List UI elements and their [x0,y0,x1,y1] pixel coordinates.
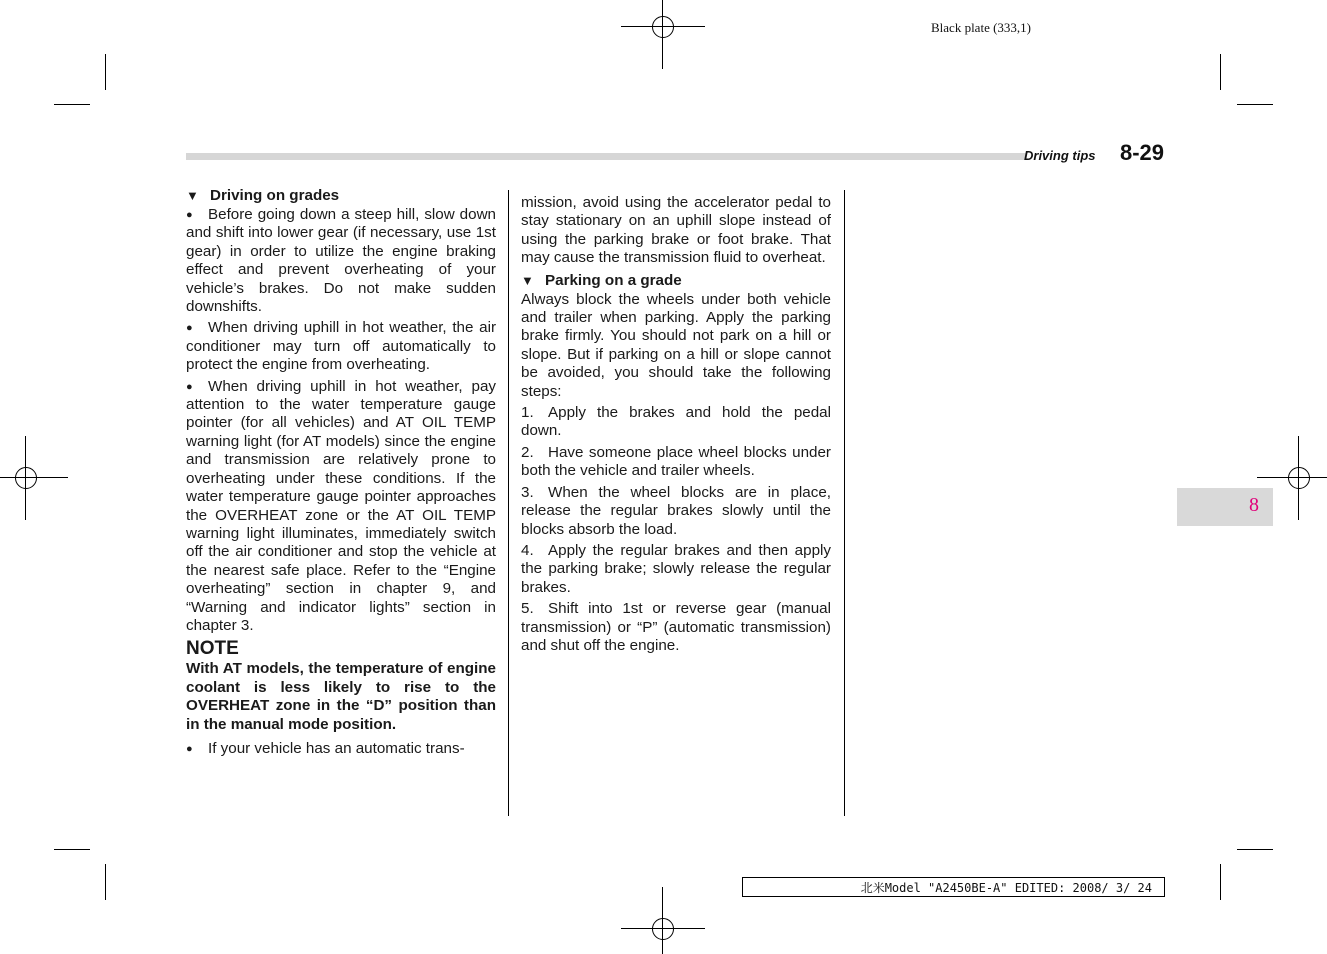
plate-label: Black plate (333,1) [931,20,1031,35]
section-heading-parking-on-a-grade: ▼ Parking on a grade [521,271,682,289]
page-number: 8-29 [1120,140,1165,165]
bullet-item: ● Before going down a steep hill, slow down and shift into lower gear (if necessary, use 1st gear) in order to utilize the engine braking effect and prevent overheating of your vehicle’s brakes. Do not make sudden downshifts. [186,206,496,316]
note-title: NOTE [186,638,239,660]
chapter-tab [1177,488,1273,526]
step-item: 3. When the wheel blocks are in place, release the regular brakes slowly until the blocks absorb the load. [521,483,831,538]
column-divider-1 [508,190,509,816]
column-2 [521,194,831,658]
bullet-item: ● If your vehicle has an automatic trans- [186,739,465,757]
registration-mark-top [621,0,705,69]
triangle-down-icon: ▼ [186,188,199,203]
crop-mark-br-v [1220,864,1221,900]
section-heading-driving-on-grades: ▼ Driving on grades [186,187,340,204]
crop-mark-br-h [1237,849,1273,850]
intro-paragraph: Always block the wheels under both vehicle and trailer when parking. Apply the parking brake firmly. You should not park on a hill or slope. But if parking on a hill or slope cannot be avoided, you should take the following steps: [521,290,831,400]
crop-mark-tr-h [1237,104,1273,105]
bullet-item: ● When driving uphill in hot weather, the air conditioner may turn off automatically to protect the engine from overheating. [186,319,496,374]
step-item: 4. Apply the regular brakes and then apply the parking brake; slowly release the regular brakes. [521,541,831,596]
header-section-title: Driving tips [1024,148,1096,163]
crop-mark-bl-v [105,864,106,900]
note-body: With AT models, the temperature of engine coolant is less likely to rise to the OVERHEAT zone in the “D” position than in the manual mode position. [186,660,496,733]
footer-text: 北米Model "A2450BE-A" EDITED: 2008/ 3/ 24 [860,881,1152,895]
registration-mark-left [0,436,68,520]
crop-mark-tr-v [1220,54,1221,90]
footer-edit-stamp [742,877,1165,897]
bullet-dot-icon: ● [186,380,193,393]
header-bar [186,153,1026,160]
column-1 [186,186,496,761]
registration-mark-bottom [621,887,705,954]
step-item: 2. Have someone place wheel blocks under both the vehicle and trailer wheels. [521,443,831,480]
crop-mark-tl-h [54,104,90,105]
bullet-dot-icon: ● [186,322,193,335]
continuation-paragraph: mission, avoid using the accelerator pedal to stay stationary on an uphill slope instead of using the parking brake or foot brake. That may cause the transmission fluid to overheat. [521,194,831,267]
bullet-dot-icon: ● [186,742,193,755]
bullet-dot-icon: ● [186,209,193,221]
crop-mark-bl-h [54,849,90,850]
bullet-item: ● When driving uphill in hot weather, pay attention to the water temperature gauge pointer (for all vehicles) and AT OIL TEMP warning light (for AT models) since the engine and transmission are relatively prone to overheating under these conditions. If the water temperature gauge pointer approaches the OVERHEAT zone or the AT OIL TEMP warning light illuminates, immediately switch off the air conditioner and stop the vehicle at the nearest safe place. Refer to the “Engine overheating” section in chapter 9, and “Warning and indicator lights” section in chapter 3. [186,377,496,634]
step-item: 1. Apply the brakes and hold the pedal down. [521,404,831,440]
chapter-number: 8 [1249,494,1259,516]
crop-mark-tl-v [105,54,106,90]
triangle-down-icon: ▼ [521,272,534,288]
step-item: 5. Shift into 1st or reverse gear (manual transmission) or “P” (automatic transmission) and shut off the engine. [521,600,831,654]
column-divider-2 [844,190,845,816]
